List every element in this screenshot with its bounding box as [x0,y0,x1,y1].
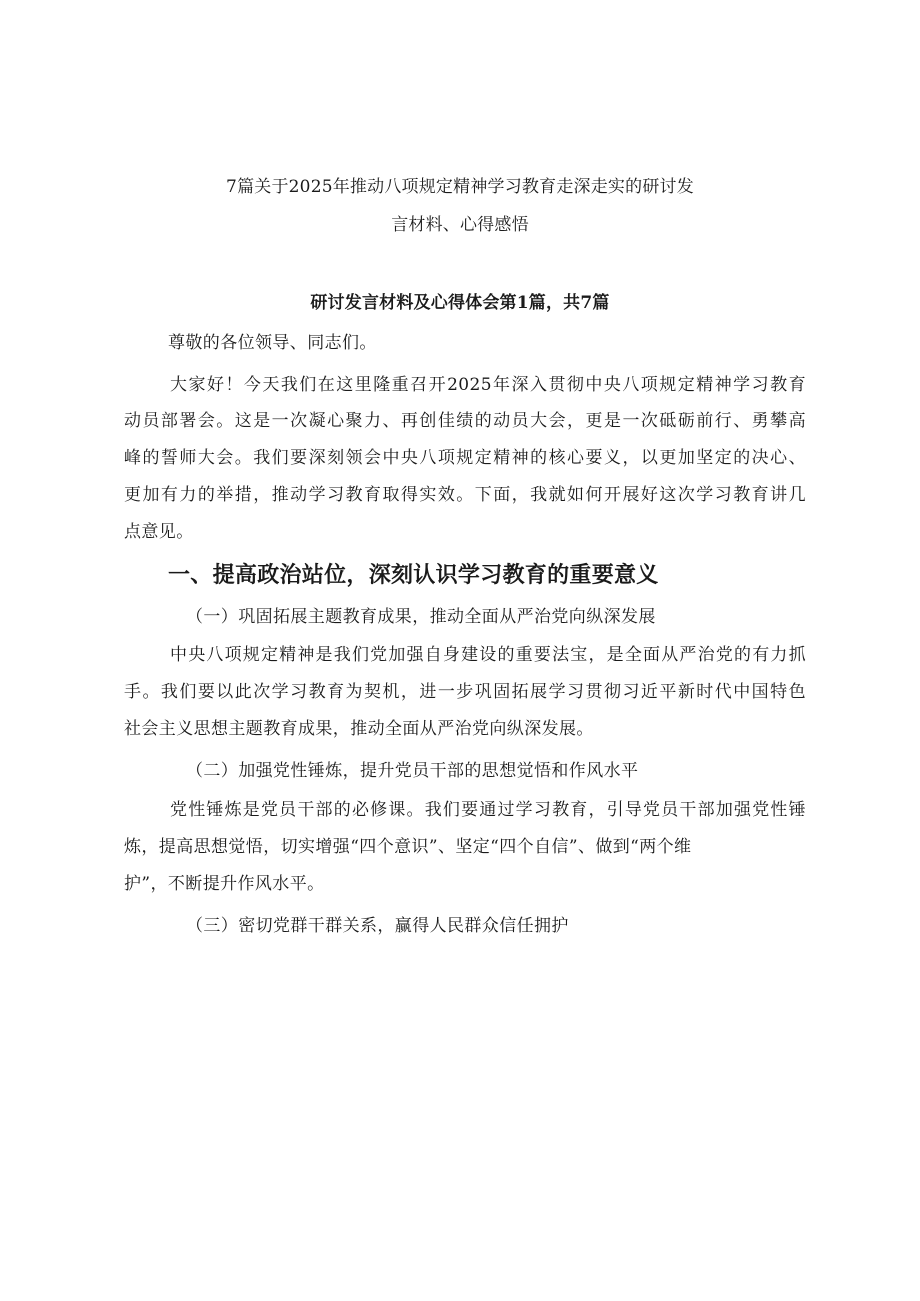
subsection-2-line: 护”，不断提升作风水平。 [124,874,325,894]
intro-line: 更加有力的举措，推动学习教育取得实效。下面，我就如何开展好这次学习教育讲几 [124,485,806,505]
subsection-heading-3: （三）密切党群干群关系，赢得人民群众信任拥护 [186,916,569,936]
subsection-2-line: 炼，提高思想觉悟，切实增强“四个意识”、坚定“四个自信”、做到“两个维 [124,837,692,857]
section-heading-1: 一、提高政治站位，深刻认识学习教育的重要意义 [168,563,659,588]
subsection-heading-2: （二）加强党性锤炼，提升党员干部的思想觉悟和作风水平 [186,761,639,781]
intro-line: 点意见。 [124,522,194,542]
subsection-1-line: 社会主义思想主题教育成果，推动全面从严治党向纵深发展。 [124,719,594,739]
intro-line: 大家好！今天我们在这里隆重召开2025年深入贯彻中央八项规定精神学习教育 [170,375,806,395]
intro-line: 峰的誓师大会。我们要深刻领会中央八项规定精神的核心要义，以更加坚定的决心、 [124,448,806,468]
salutation: 尊敬的各位领导、同志们。 [168,333,377,353]
subsection-heading-1: （一）巩固拓展主题教育成果，推动全面从严治党向纵深发展 [186,607,656,627]
subsection-2-line: 党性锤炼是党员干部的必修课。我们要通过学习教育，引导党员干部加强党性锤 [170,800,806,820]
subsection-1-line: 中央八项规定精神是我们党加强自身建设的重要法宝，是全面从严治党的有力抓 [170,645,806,665]
subsection-1-line: 手。我们要以此次学习教育为契机，进一步巩固拓展学习贯彻习近平新时代中国特色 [124,682,806,702]
document-title-line-1: 7篇关于2025年推动八项规定精神学习教育走深走实的研讨发 [226,177,694,197]
document-subtitle: 研讨发言材料及心得体会第1篇，共7篇 [310,293,610,313]
document-title-line-2: 言材料、心得感悟 [391,215,529,235]
intro-line: 动员部署会。这是一次凝心聚力、再创佳绩的动员大会，更是一次砥砺前行、勇攀高 [124,411,806,431]
